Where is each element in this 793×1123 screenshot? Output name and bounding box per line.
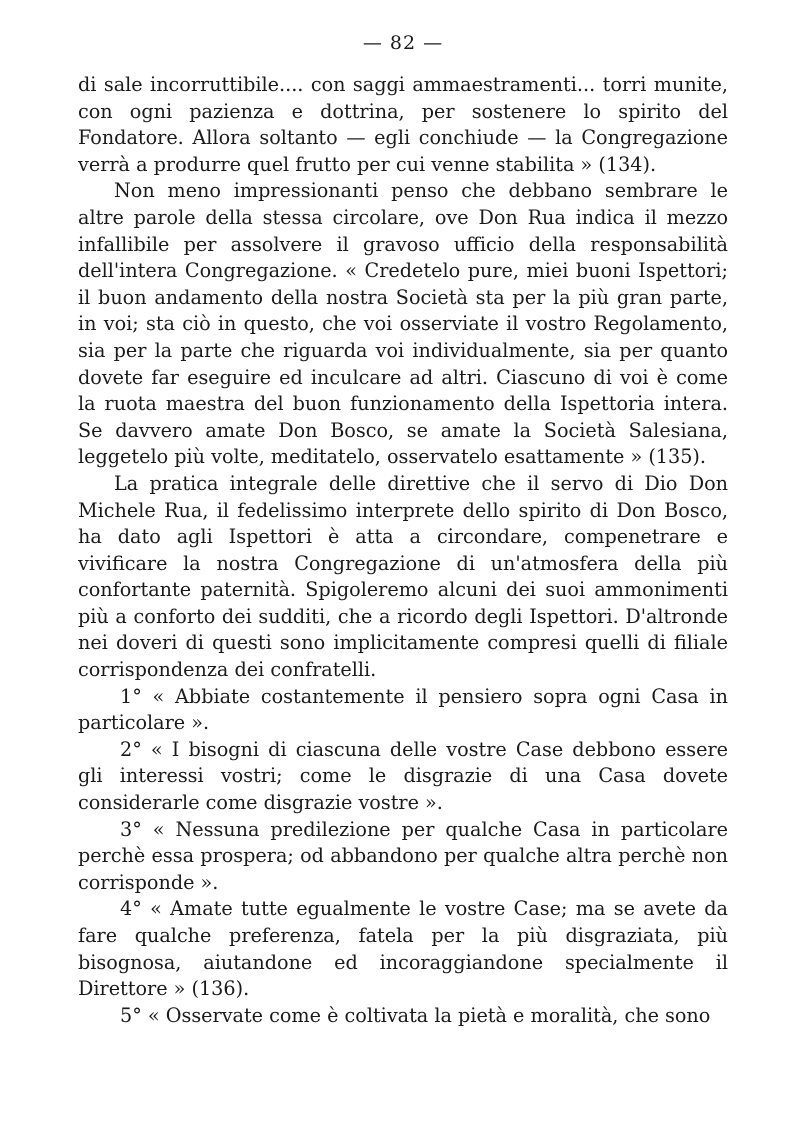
list-item-3: 3° « Nessuna predilezione per qualche Casa in particolare perchè essa prospera; od abbandono per qualche altra perchè non corrisponde ».	[78, 817, 728, 894]
list-item-2: 2° « I bisogni di ciascuna delle vostre Case debbono essere gli interessi vostri; come le disgrazie di una Casa dovete considerarle come disgrazie vostre ».	[78, 737, 728, 815]
page-number: — 82 —	[362, 32, 444, 54]
book-page	[78, 28, 728, 1029]
list-item-4: 4° « Amate tutte egualmente le vostre Case; ma se avete da fare qualche preferenza, fatela per la più disgraziata, più bisognosa, aiutandone ed incoraggiandone specialmente il Direttore » (136).	[78, 897, 728, 1001]
paragraph-continuation: di sale incorruttibile.... con saggi ammaestramenti... torri munite, con ogni pazienza e dottrina, per sostenere lo spirito del Fondatore. Allora soltanto — egli conchiude — la Congregazione verrà a produrre quel frutto per cui venne stabilita » (134).	[78, 73, 728, 176]
paragraph-circular-quote: Non meno impressionanti penso che debbano sembrare le altre parole della stessa circolare, ove Don Rua indica il mezzo infallibile per assolvere il gravoso ufficio della responsabilità dell'intera Congregazione. « Credetelo pure, miei buoni Ispettori; il buon andamento della nostra Società sta per la più gran parte, in voi; sta ciò in questo, che voi osserviate il vostro Regolamento, sia per la parte che riguarda voi individualmente, sia per quanto dovete far eseguire ed inculcare ad altri. Ciascuno di voi è come la ruota maestra del buon funzionamento della Ispettoria intera. Se davvero amate Don Bosco, se amate la Società Salesiana, leggetelo più volte, meditatelo, osservatelo esattamente » (135).	[78, 179, 728, 469]
paragraph-directives: La pratica integrale delle direttive che il servo di Dio Don Michele Rua, il fedelissimo interprete dello spirito di Don Bosco, ha dato agli Ispettori è atta a circondare, compenetrare e vivificare la nostra Congregazione di un'atmosfera della più confortante paternità. Spigoleremo alcuni dei suoi ammonimenti più a conforto dei sudditi, che a ricordo degli Ispettori. D'altronde nei doveri di questi sono implicitamente compresi quelli di filiale corrispondenza dei confratelli.	[78, 471, 728, 682]
list-item-1: 1° « Abbiate costantemente il pensiero sopra ogni Casa in particolare ».	[78, 684, 728, 735]
list-item-5: 5° « Osservate come è coltivata la pietà e moralità, che sono	[120, 1003, 711, 1027]
